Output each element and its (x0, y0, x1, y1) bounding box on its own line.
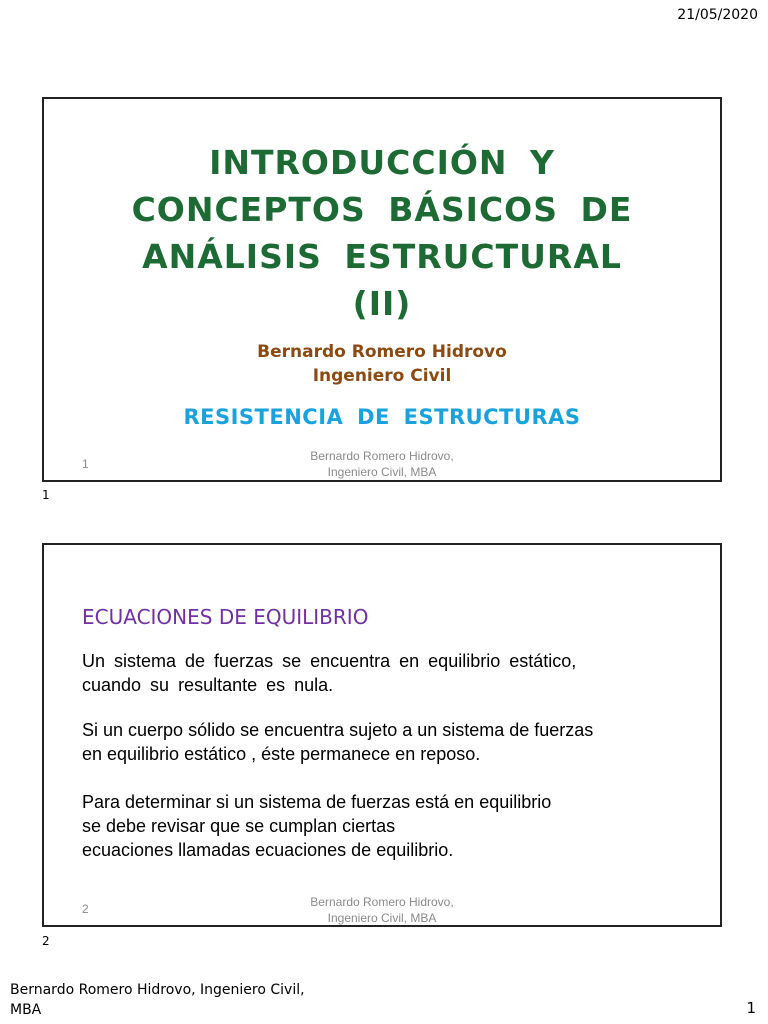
course-name: RESISTENCIA DE ESTRUCTURAS (183, 405, 581, 429)
page-date: 21/05/2020 (677, 7, 758, 23)
slide-1-page-label: 1 (42, 488, 50, 502)
paragraph-3: Para determinar si un sistema de fuerzas está en equilibrio se debe revisar que se cumplan ciertas ecuaciones llamadas ecuaciones de equilibrio. (82, 792, 552, 860)
slide-number: 1 (82, 457, 89, 471)
slide-1 (42, 97, 722, 482)
author-role: Ingeniero Civil (312, 366, 452, 386)
paragraph-2: Si un cuerpo sólido se encuentra sujeto a un sistema de fuerzas en equilibrio estático , éste permanece en reposo. (82, 720, 594, 764)
page-number: 1 (746, 999, 756, 1017)
slide-footer: Bernardo Romero Hidrovo, Ingeniero Civil, MBA (310, 895, 454, 925)
slide-author (44, 340, 720, 388)
slide-2-page-label: 2 (42, 934, 50, 948)
slide-number: 2 (82, 902, 89, 916)
slide-heading: ECUACIONES DE EQUILIBRIO (82, 605, 369, 629)
paragraph-1: Un sistema de fuerzas se encuentra en equilibrio estático, cuando su resultante es nula. (82, 651, 577, 695)
author-name: Bernardo Romero Hidrovo (257, 342, 507, 362)
page-footer-author: Bernardo Romero Hidrovo, Ingeniero Civil, MBA (10, 982, 305, 1018)
slide-title: INTRODUCCIÓN Y CONCEPTOS BÁSICOS DE ANÁLISIS ESTRUCTURAL (II) (131, 143, 633, 323)
slide-2 (42, 543, 722, 927)
slide-footer: Bernardo Romero Hidrovo, Ingeniero Civil, MBA (310, 449, 454, 479)
